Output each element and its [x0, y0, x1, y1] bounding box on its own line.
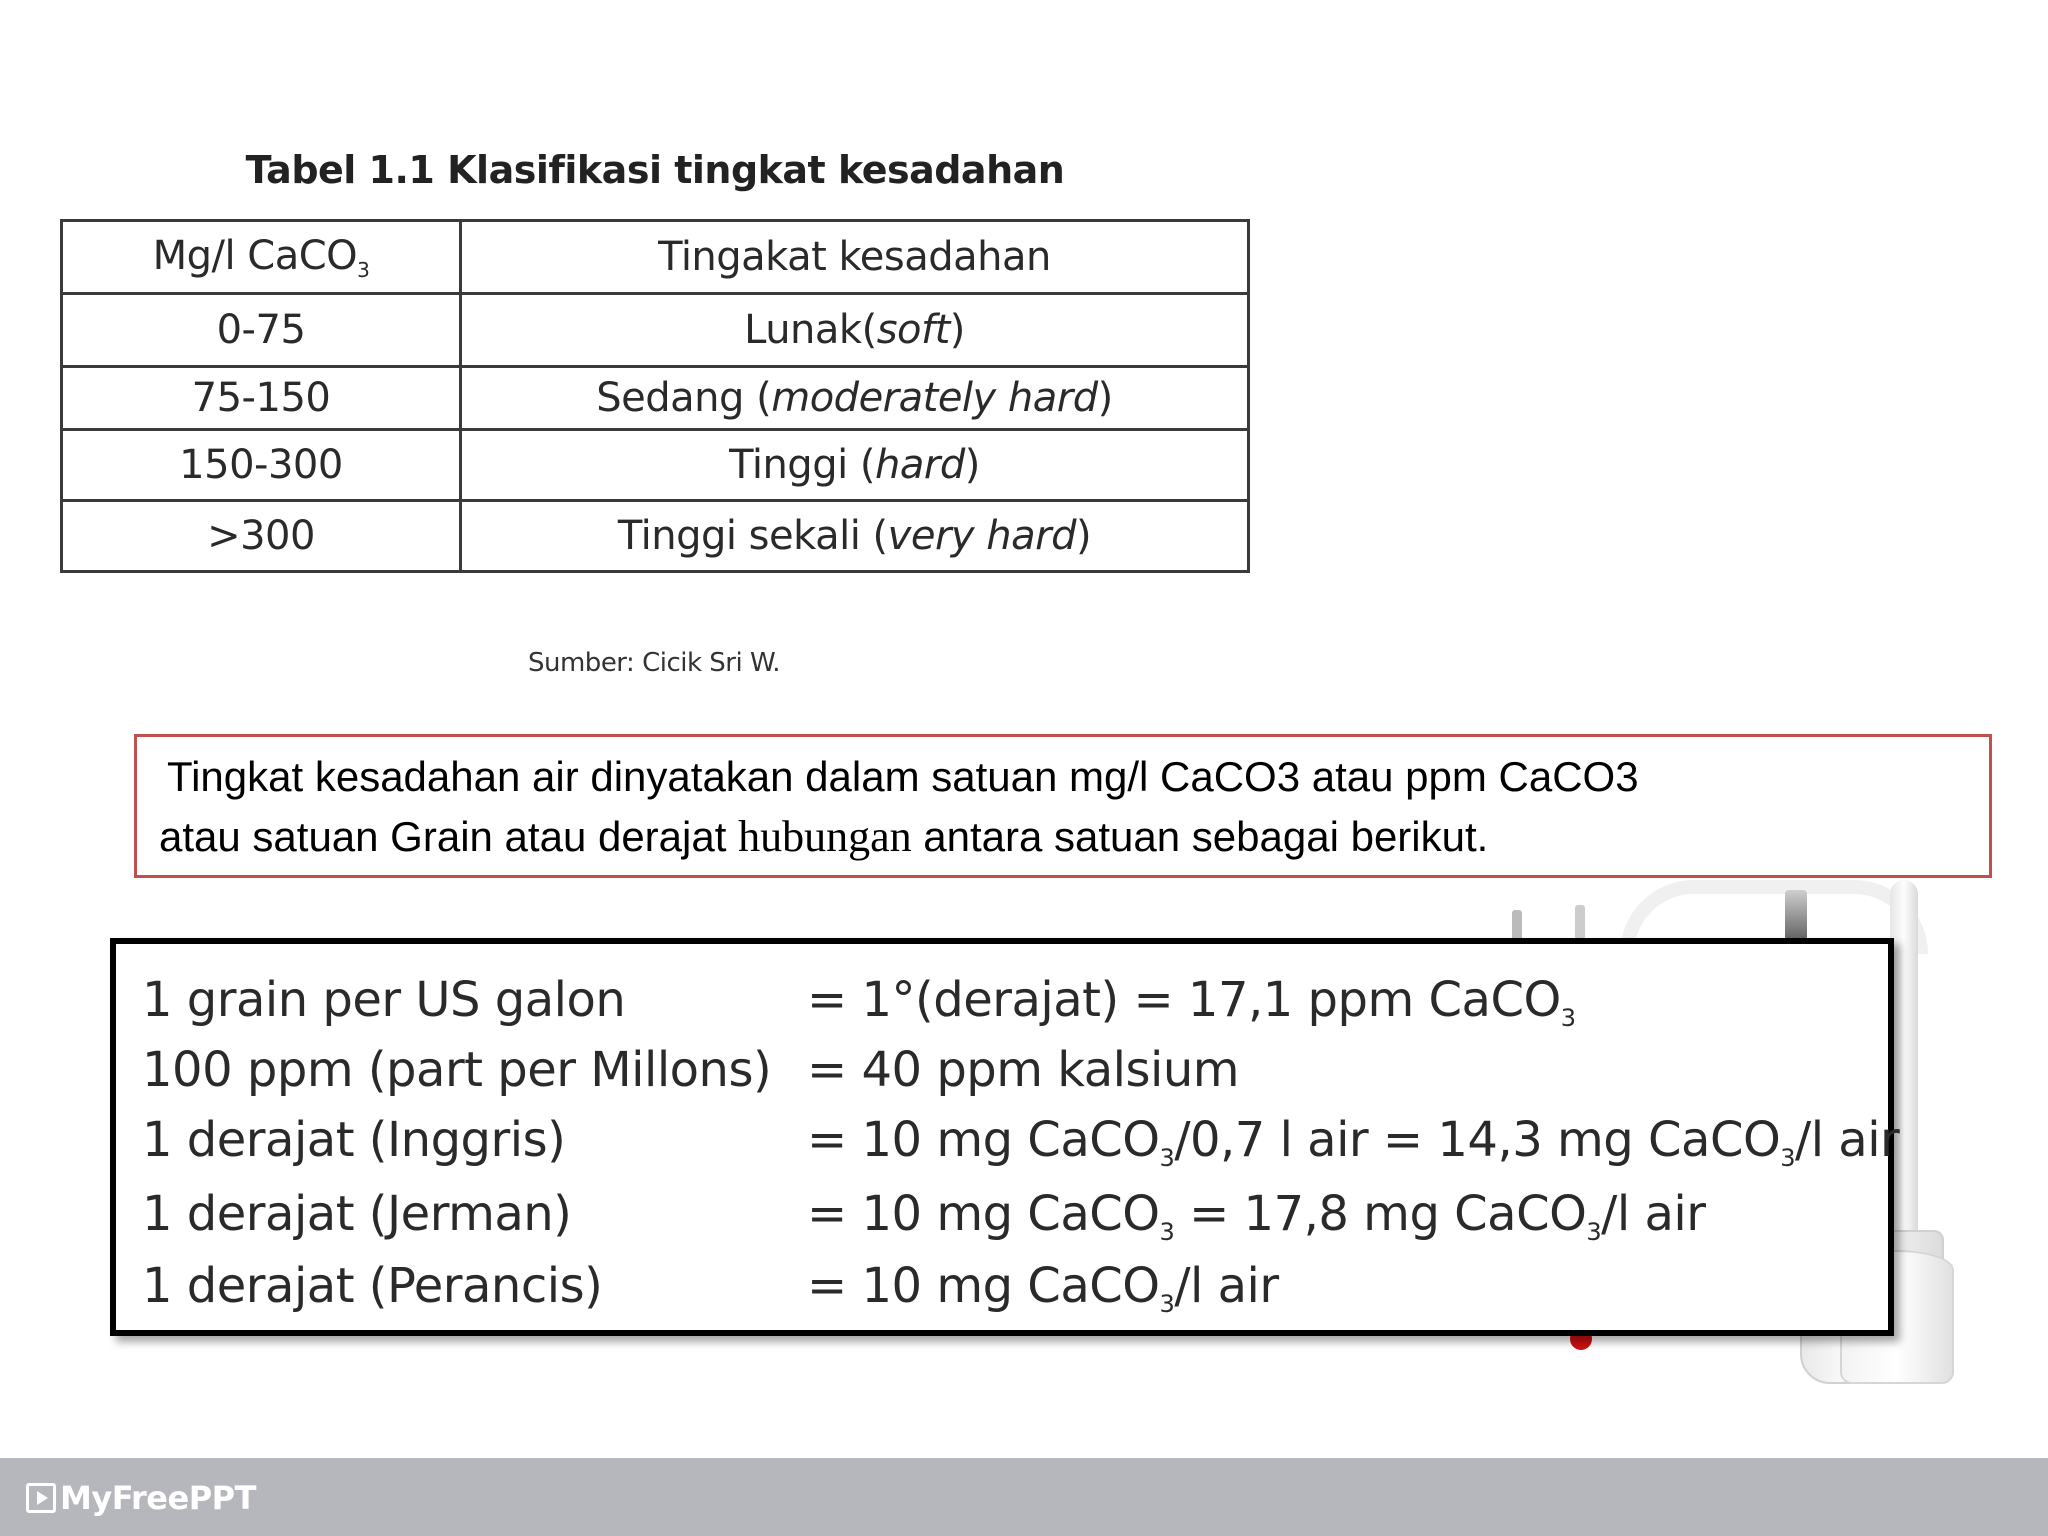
unit-conversion-box — [110, 938, 1900, 1336]
range-cell: >300 — [62, 501, 461, 572]
conversion-unit: 1 derajat (Inggris) — [142, 1112, 566, 1168]
conversion-value — [807, 1034, 1239, 1106]
level-close: ) — [964, 442, 980, 488]
brand-logo[interactable] — [26, 1478, 256, 1518]
conversion-text: = 1°(derajat) = 17,1 ppm CaCO — [807, 972, 1561, 1028]
table-row — [62, 367, 1249, 430]
conversion-text: = 10 mg CaCO — [807, 1112, 1160, 1168]
subscript: 3 — [357, 257, 370, 282]
conversion-row — [142, 1250, 1279, 1322]
hardness-table — [60, 219, 1250, 573]
decor-lab-pin — [1575, 905, 1585, 940]
level-text: Sedang ( — [596, 375, 772, 421]
table-row — [62, 430, 1249, 501]
conversion-unit: 1 grain per US galon — [142, 972, 626, 1028]
footer-bar — [0, 1458, 2048, 1536]
conversion-text: = 17,8 mg CaCO — [1174, 1186, 1587, 1242]
subscript: 3 — [1159, 1144, 1175, 1172]
table-title: Tabel 1.1 Klasifikasi tingkat kesadahan — [245, 148, 1065, 192]
note-line-2 — [159, 807, 1989, 867]
conversion-text: /0,7 l air = 14,3 mg CaCO — [1174, 1112, 1781, 1168]
conversion-row — [142, 964, 1576, 1036]
conversion-value — [807, 1250, 1279, 1340]
play-icon — [26, 1483, 56, 1513]
level-close: ) — [1097, 375, 1113, 421]
subscript: 3 — [1560, 1004, 1576, 1032]
conversion-text: /l air — [1601, 1186, 1706, 1242]
subscript: 3 — [1586, 1218, 1602, 1246]
level-english: soft — [876, 307, 950, 353]
level-cell — [461, 430, 1249, 501]
conversion-unit: 1 derajat (Perancis) — [142, 1258, 603, 1314]
table-row — [62, 294, 1249, 367]
brand-name: MyFreePPT — [60, 1479, 256, 1517]
header-cell-concentration — [62, 221, 461, 294]
note-text: antara satuan sebagai berikut. — [911, 813, 1489, 860]
range-cell: 75-150 — [62, 367, 461, 430]
subscript: 3 — [1159, 1290, 1175, 1318]
level-english: moderately hard — [771, 375, 1098, 421]
table-source: Sumber: Cicik Sri W. — [528, 648, 780, 678]
conversion-text: /l air — [1174, 1258, 1279, 1314]
conversion-text: = 10 mg CaCO — [807, 1258, 1160, 1314]
hardness-note-box — [134, 734, 1992, 878]
level-text: Tinggi ( — [729, 442, 876, 488]
subscript: 3 — [1780, 1144, 1796, 1172]
level-text: Tinggi sekali ( — [617, 513, 888, 559]
table-header-row — [62, 221, 1249, 294]
conversion-text: = 40 ppm kalsium — [807, 1042, 1239, 1098]
level-text: Lunak( — [744, 307, 877, 353]
range-cell: 150-300 — [62, 430, 461, 501]
note-text-serif: hubungan — [738, 812, 912, 861]
conversion-row — [142, 1178, 1705, 1250]
conversion-unit: 1 derajat (Jerman) — [142, 1186, 572, 1242]
header-concentration-label: Mg/l CaCO — [152, 232, 358, 279]
level-close: ) — [949, 307, 965, 353]
range-cell: 0-75 — [62, 294, 461, 367]
level-english: hard — [875, 442, 965, 488]
level-cell — [461, 501, 1249, 572]
conversion-text: /l air — [1795, 1112, 1900, 1168]
header-cell-level: Tingakat kesadahan — [461, 221, 1249, 294]
level-english: very hard — [887, 513, 1076, 559]
table-row — [62, 501, 1249, 572]
level-cell — [461, 294, 1249, 367]
conversion-row — [142, 1104, 1899, 1176]
note-text: atau satuan Grain atau derajat — [159, 813, 739, 860]
level-cell — [461, 367, 1249, 430]
level-close: ) — [1075, 513, 1092, 559]
conversion-text: = 10 mg CaCO — [807, 1186, 1160, 1242]
conversion-row — [142, 1034, 1239, 1106]
note-line-1: Tingkat kesadahan air dinyatakan dalam satuan mg/l CaCO3 atau ppm CaCO3 — [167, 753, 1639, 800]
decor-lab-tube — [1890, 880, 1918, 1260]
conversion-unit: 100 ppm (part per Millons) — [142, 1042, 772, 1098]
subscript: 3 — [1159, 1218, 1175, 1246]
